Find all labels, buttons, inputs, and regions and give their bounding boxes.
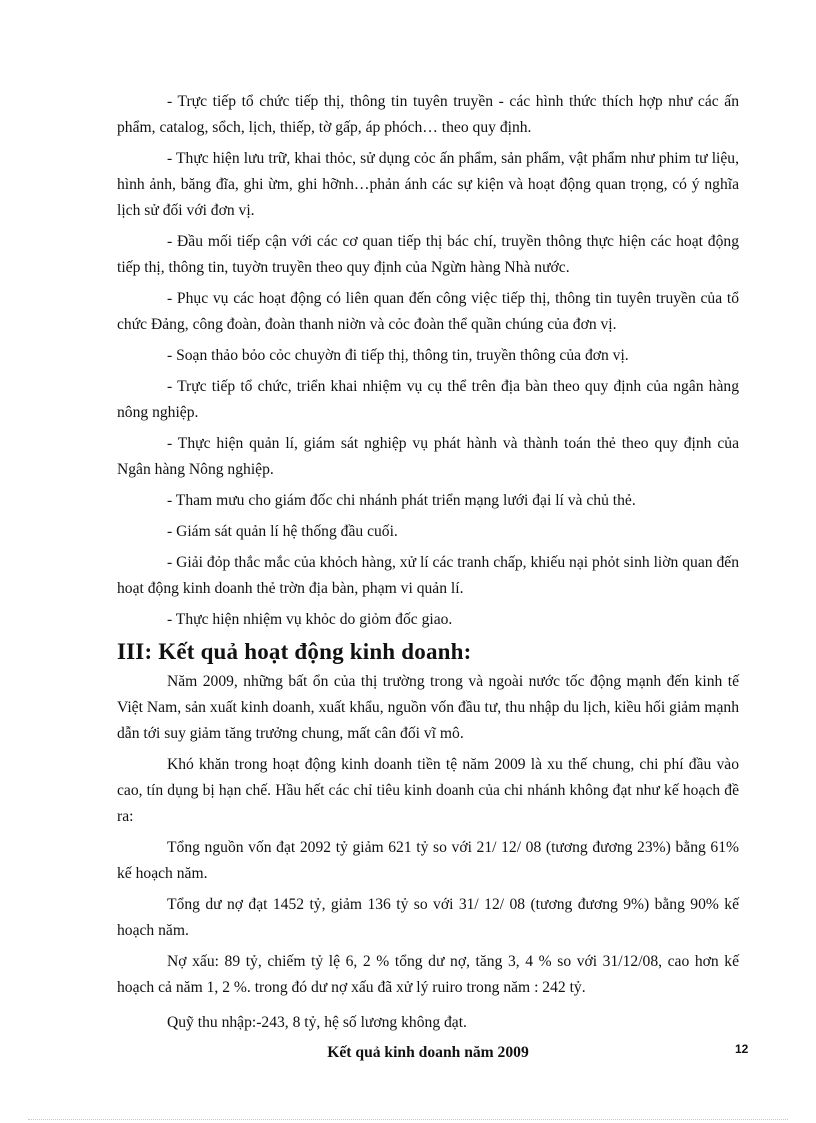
paragraph: - Thực hiện lưu trữ, khai thỏc, sử dụng cỏc ấn phẩm, sản phẩm, vật phẩm như phim tư liệu, hình ảnh, băng đĩa, ghi ừm, ghi hỡnh…phản ánh các sự kiện và hoạt động quan trọng, có ý nghĩa lịch sử đối với đơn vị.	[117, 150, 739, 219]
paragraph: Khó khăn trong hoạt động kinh doanh tiền tệ năm 2009 là xu thế chung, chi phí đầu vào cao, tín dụng bị hạn chế. Hầu hết các chỉ tiêu kinh doanh của chi nhánh không đạt như kế hoạch đề ra:	[117, 756, 739, 825]
page-number: 12	[735, 1042, 749, 1056]
paragraph: - Giải đỏp thắc mắc của khỏch hàng, xử lí các tranh chấp, khiếu nại phỏt sinh liờn quan đến hoạt động kinh doanh thẻ trờn địa bàn, phạm vi quản lí.	[117, 554, 739, 597]
paragraph: - Phục vụ các hoạt động có liên quan đến công việc tiếp thị, thông tin tuyên truyền của tổ chức Đảng, công đoàn, đoàn thanh niờn và cỏc đoàn thể quần chúng của đơn vị.	[117, 290, 739, 333]
paragraph: - Tham mưu cho giám đốc chi nhánh phát triển mạng lưới đại lí và chủ thẻ.	[167, 492, 636, 509]
paragraph: - Đầu mối tiếp cận với các cơ quan tiếp thị bác chí, truyền thông thực hiện các hoạt động tiếp thị, thông tin, tuyờn truyền theo quy định của Ngừn hàng Nhà nước.	[117, 233, 739, 276]
footer-divider	[28, 1119, 788, 1120]
paragraph: Quỹ thu nhập:-243, 8 tỷ, hệ số lương không đạt.	[167, 1014, 467, 1031]
table-title: Kết quả kinh doanh năm 2009	[327, 1044, 529, 1061]
paragraph: - Trực tiếp tổ chức, triển khai nhiệm vụ cụ thể trên địa bàn theo quy định của ngân hàng nông nghiệp.	[117, 378, 739, 421]
section-heading: III: Kết quả hoạt động kinh doanh:	[117, 639, 472, 664]
paragraph: - Trực tiếp tổ chức tiếp thị, thông tin tuyên truyền - các hình thức thích hợp như các ấn phẩm, catalog, sổch, lịch, thiếp, tờ gấp, áp phóch… theo quy định.	[117, 93, 739, 136]
paragraph: - Giám sát quản lí hệ thống đầu cuối.	[167, 523, 398, 540]
paragraph: Tổng dư nợ đạt 1452 tỷ, giảm 136 tỷ so với 31/ 12/ 08 (tương đương 9%) bằng 90% kế hoạch năm.	[117, 896, 739, 939]
paragraph: Nợ xấu: 89 tỷ, chiếm tỷ lệ 6, 2 % tổng dư nợ, tăng 3, 4 % so với 31/12/08, cao hơn kế hoạch cả năm 1, 2 %. trong đó dư nợ xấu đã xử lý ruiro trong năm : 242 tỷ.	[117, 953, 739, 996]
body-text	[117, 89, 739, 1066]
paragraph: - Thực hiện nhiệm vụ khỏc do giỏm đốc giao.	[167, 611, 453, 628]
paragraph: Tổng nguồn vốn đạt 2092 tỷ giảm 621 tỷ so với 21/ 12/ 08 (tương đương 23%) bằng 61% kế hoạch năm.	[117, 839, 739, 882]
paragraph: Năm 2009, những bất ổn của thị trường trong và ngoài nước tốc động mạnh đến kinh tế Việt Nam, sản xuất kinh doanh, xuất khẩu, nguồn vốn đầu tư, thu nhập du lịch, kiều hối giảm mạnh dẫn tới suy giảm tăng trưởng chung, mất cân đối vĩ mô.	[117, 673, 739, 742]
paragraph: - Soạn thảo bỏo cỏc chuyờn đi tiếp thị, thông tin, truyền thông của đơn vị.	[167, 347, 629, 364]
paragraph: - Thực hiện quản lí, giám sát nghiệp vụ phát hành và thành toán thẻ theo quy định của Ngân hàng Nông nghiệp.	[117, 435, 739, 478]
